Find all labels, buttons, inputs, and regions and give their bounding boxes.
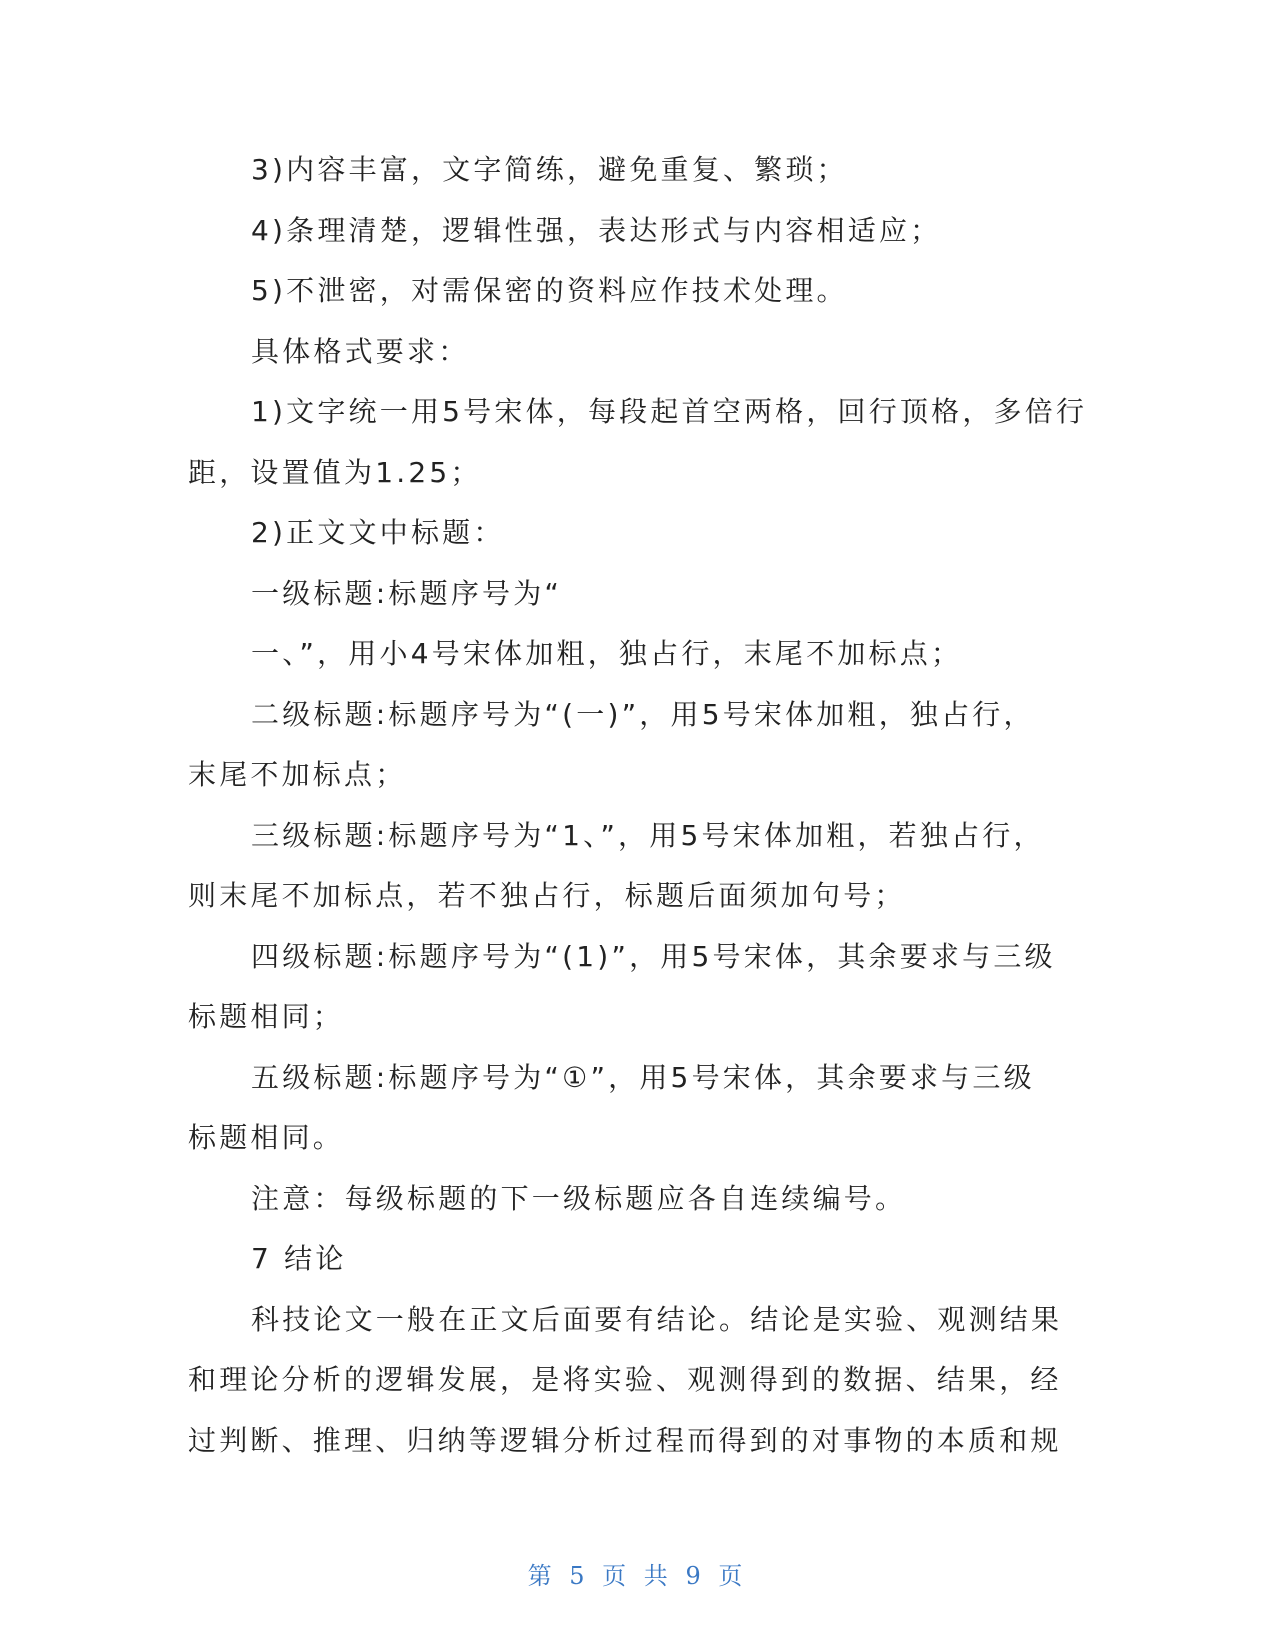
note-paragraph: 注意：每级标题的下一级标题应各自连续编号。 (251, 1181, 907, 1215)
heading-level-5-line-2: 标题相同。 (188, 1121, 345, 1154)
heading-level-4-line-2: 标题相同； (188, 1000, 345, 1033)
page-number-footer: 第 5 页 共 9 页 (527, 1562, 748, 1590)
heading-level-5-line-1: 五级标题:标题序号为“①”，用5号宋体，其余要求与三级 (251, 1060, 1035, 1094)
list-item-4: 4)条理清楚，逻辑性强，表达形式与内容相适应； (251, 213, 942, 247)
conclusion-line-3: 过判断、推理、归纳等逻辑分析过程而得到的对事物的本质和规 (188, 1423, 1062, 1457)
conclusion-line-1: 科技论文一般在正文后面要有结论。结论是实验、观测结果 (251, 1302, 1063, 1336)
heading-level-1-line-2: 一、”，用小4号宋体加粗，独占行，末尾不加标点； (251, 637, 963, 670)
conclusion-line-2: 和理论分析的逻辑发展，是将实验、观测得到的数据、结果，经 (188, 1363, 1062, 1396)
list-item-3: 3)内容丰富，文字简练，避免重复、繁琐； (251, 153, 848, 186)
format-item-2: 2)正文文中标题： (251, 516, 505, 549)
body-text (188, 140, 1088, 1471)
heading-level-3-line-1: 三级标题:标题序号为“1、”，用5号宋体加粗，若独占行， (251, 818, 1045, 852)
heading-level-3-line-2: 则末尾不加标点，若不独占行，标题后面须加句号； (188, 879, 906, 912)
heading-level-1-line-1: 一级标题:标题序号为“ (251, 576, 563, 610)
heading-level-2-line-2: 末尾不加标点； (188, 758, 407, 791)
format-item-1-line-1: 1)文字统一用5号宋体，每段起首空两格，回行顶格，多倍行 (251, 395, 1088, 428)
format-requirements-heading: 具体格式要求： (251, 334, 470, 368)
section-title-conclusion: 7 结论 (251, 1242, 347, 1275)
list-item-5: 5)不泄密，对需保密的资料应作技术处理。 (251, 274, 848, 307)
heading-level-2-line-1: 二级标题:标题序号为“(一)”，用5号宋体加粗，独占行， (251, 697, 1035, 731)
heading-level-4-line-1: 四级标题:标题序号为“(1)”，用5号宋体，其余要求与三级 (251, 939, 1056, 973)
format-item-1-line-2: 距，设置值为1.25； (188, 455, 482, 489)
